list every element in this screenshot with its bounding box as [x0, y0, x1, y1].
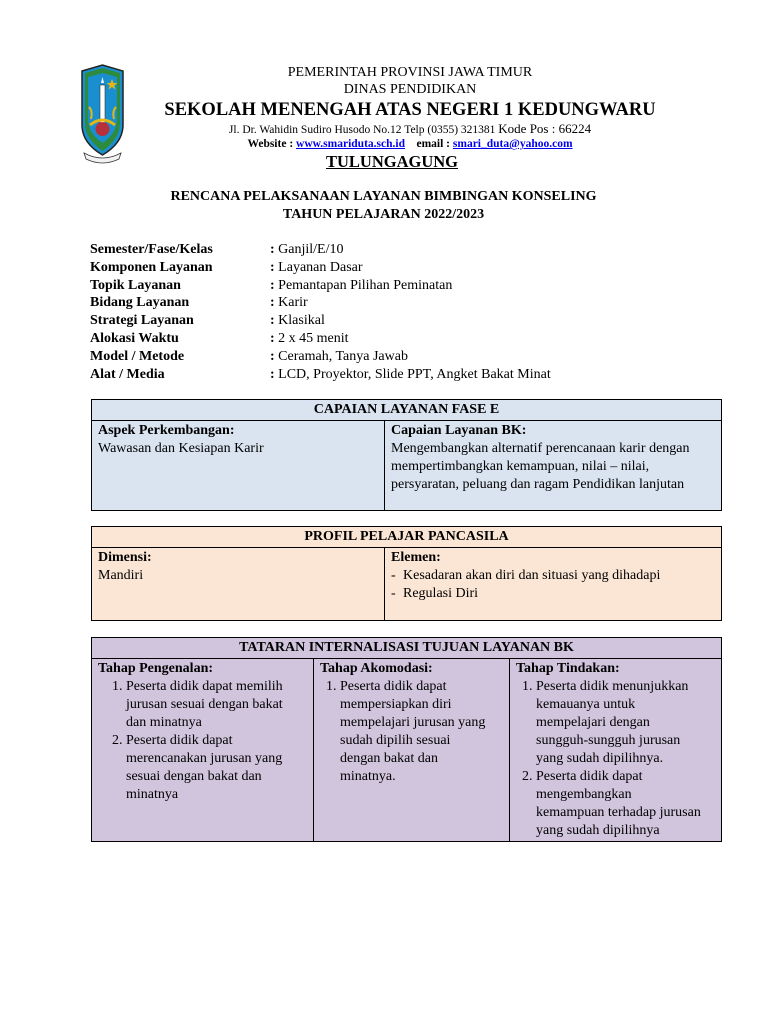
info-label: Topik Layanan: [90, 277, 181, 293]
info-value-wrap: : Karir: [270, 295, 308, 311]
info-value-wrap: : Ganjil/E/10: [270, 242, 344, 257]
info-label: Bidang Layanan: [90, 295, 190, 311]
info-row: [90, 294, 551, 312]
info-label: Semester/Fase/Kelas: [90, 242, 213, 257]
tindakan-title: Tahap Tindakan:: [516, 661, 620, 676]
website-link[interactable]: www.smariduta.sch.id: [296, 138, 405, 150]
profil-table: [91, 526, 722, 621]
document-title: RENCANA PELAKSANAAN LAYANAN BIMBINGAN KONSELING: [170, 189, 597, 204]
info-value-wrap: : Pemantapan Pilihan Peminatan: [270, 277, 453, 293]
capaian-text-line: Mengembangkan alternatif perencanaan karir dengan: [391, 441, 690, 456]
list-line: jurusan sesuai dengan bakat: [126, 697, 283, 712]
info-label: Model / Metode: [90, 348, 185, 364]
list-line: kemampuan terhadap jurusan: [536, 805, 701, 820]
info-value: Ganjil/E/10: [278, 242, 344, 257]
list-line: 2. Peserta didik dapat: [536, 769, 643, 784]
list-item: [536, 768, 715, 840]
list-item: [126, 678, 307, 732]
list-line: 1. Peserta didik dapat: [340, 679, 447, 694]
pengenalan-cell: [92, 659, 314, 842]
info-value: Klasikal: [278, 313, 325, 329]
info-label: Alokasi Waktu: [90, 330, 179, 346]
info-row: [90, 241, 551, 259]
tataran-table: [91, 637, 722, 842]
postcode: Kode Pos : 66224: [498, 121, 592, 136]
list-line: dengan bakat dan: [340, 751, 438, 766]
school-name: SEKOLAH MENENGAH ATAS NEGERI 1 KEDUNGWARU: [164, 100, 656, 120]
info-label: Strategi Layanan: [90, 313, 194, 329]
akomodasi-title: Tahap Akomodasi:: [320, 661, 433, 676]
info-row: [90, 259, 551, 277]
list-item: [340, 678, 503, 786]
school-address-line: [150, 121, 670, 138]
info-value: Ceramah, Tanya Jawab: [278, 348, 408, 364]
capaian-header: CAPAIAN LAYANAN FASE E: [92, 400, 722, 421]
info-value: 2 x 45 menit: [278, 330, 349, 346]
elemen-list: [391, 567, 715, 603]
capaian-table: [91, 399, 722, 511]
info-value-wrap: : Layanan Dasar: [270, 259, 363, 275]
list-line: dan minatnya: [126, 715, 202, 730]
list-line: minatnya: [126, 787, 179, 802]
list-line: kemauanya untuk: [536, 697, 636, 712]
info-value: Layanan Dasar: [278, 259, 363, 275]
aspek-text: Wawasan dan Kesiapan Karir: [98, 441, 264, 456]
profil-header: PROFIL PELAJAR PANCASILA: [92, 527, 722, 548]
elemen-cell: [385, 548, 722, 621]
list-line: merencanakan jurusan yang: [126, 751, 283, 766]
list-item: - Regulasi Diri: [391, 585, 715, 603]
info-list: [90, 241, 551, 383]
list-line: 2. Peserta didik dapat: [126, 733, 233, 748]
capaian-text-line: mempertimbangkan kemampuan, nilai – nilai,: [391, 459, 650, 474]
info-value-wrap: : 2 x 45 menit: [270, 330, 349, 346]
dimensi-title: Dimensi:: [98, 550, 152, 565]
info-row: [90, 312, 551, 330]
list-line: mempelajari dengan: [536, 715, 650, 730]
list-item: [126, 732, 307, 804]
aspek-cell: [92, 421, 385, 511]
elemen-title: Elemen:: [391, 550, 441, 565]
info-label: Komponen Layanan: [90, 259, 213, 275]
provincial-emblem-logo: [79, 63, 126, 167]
info-value: Karir: [278, 295, 308, 311]
capaian-text-line: persyaratan, peluang dan ragam Pendidikan lanjutan: [391, 477, 685, 492]
school-address: Jl. Dr. Wahidin Sudiro Husodo No.12 Telp (0355) 321381: [228, 124, 496, 136]
document-subtitle: TAHUN PELAJARAN 2022/2023: [282, 207, 485, 222]
city-name: TULUNGAGUNG: [325, 152, 458, 171]
list-line: 1. Peserta didik dapat memilih: [126, 679, 283, 694]
list-line: sudah dipilih sesuai: [340, 733, 451, 748]
letterhead-line-2: DINAS PENDIDIKAN: [343, 82, 477, 97]
letterhead-line-1: PEMERINTAH PROVINSI JAWA TIMUR: [287, 65, 533, 80]
list-item: - Kesadaran akan diri dan situasi yang dihadapi: [391, 567, 715, 585]
dimensi-text: Mandiri: [98, 568, 144, 583]
akomodasi-list: [320, 678, 503, 786]
info-row: [90, 277, 551, 295]
info-row: [90, 348, 551, 366]
info-value: LCD, Proyektor, Slide PPT, Angket Bakat Minat: [278, 366, 551, 382]
tindakan-cell: [510, 659, 722, 842]
aspek-title: Aspek Perkembangan:: [98, 423, 235, 438]
info-value-wrap: : Ceramah, Tanya Jawab: [270, 348, 408, 364]
capaian-cell: [385, 421, 722, 511]
list-line: mempelajari jurusan yang: [340, 715, 486, 730]
info-value-wrap: : Klasikal: [270, 313, 325, 329]
list-line: 1. Peserta didik menunjukkan: [536, 679, 689, 694]
contact-line: [150, 137, 670, 151]
list-line: yang sudah dipilihnya: [536, 823, 660, 838]
capaian-title: Capaian Layanan BK:: [391, 423, 527, 438]
info-label: Alat / Media: [90, 366, 165, 382]
list-line: sungguh-sungguh jurusan: [536, 733, 681, 748]
email-link[interactable]: smari_duta@yahoo.com: [452, 138, 573, 150]
tataran-header: TATARAN INTERNALISASI TUJUAN LAYANAN BK: [92, 638, 722, 659]
tindakan-list: [516, 678, 715, 840]
info-row: [90, 330, 551, 348]
pengenalan-list: [98, 678, 307, 804]
dimensi-cell: [92, 548, 385, 621]
list-line: mengembangkan: [536, 787, 632, 802]
list-line: mempersiapkan diri: [340, 697, 452, 712]
info-row: [90, 366, 551, 384]
email-label: email :: [416, 138, 451, 150]
list-line: yang sudah dipilihnya.: [536, 751, 664, 766]
pengenalan-title: Tahap Pengenalan:: [98, 661, 214, 676]
info-value: Pemantapan Pilihan Peminatan: [278, 277, 453, 293]
website-label: Website :: [247, 138, 294, 150]
list-line: sesuai dengan bakat dan: [126, 769, 262, 784]
city-heading: [150, 153, 670, 171]
list-line: minatnya.: [340, 769, 396, 784]
akomodasi-cell: [314, 659, 510, 842]
info-value-wrap: : LCD, Proyektor, Slide PPT, Angket Bakat Minat: [270, 366, 551, 382]
list-item: [536, 678, 715, 768]
